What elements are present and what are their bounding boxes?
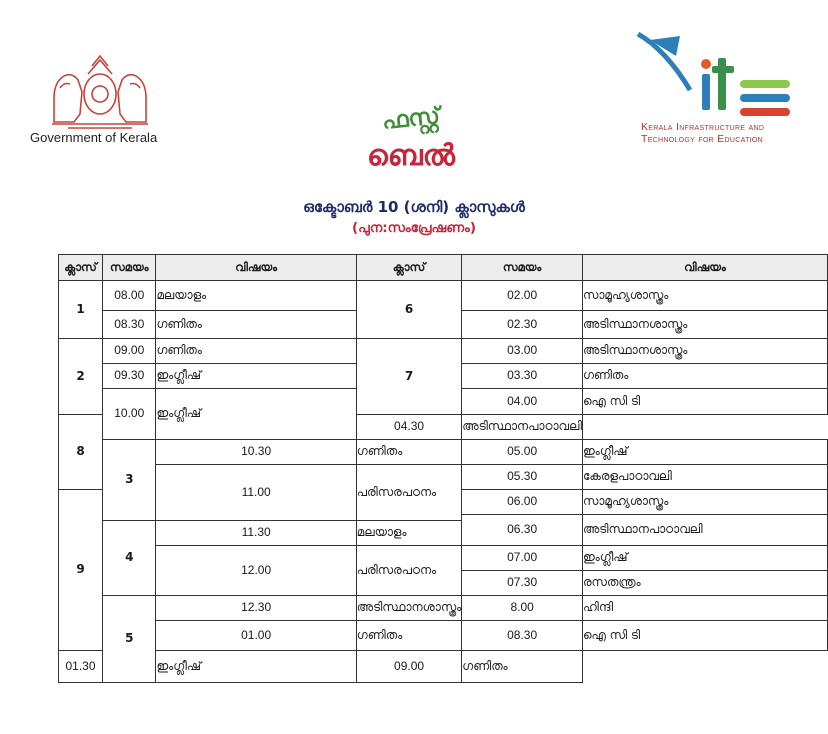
class-cell: 6 (356, 281, 461, 339)
class-cell: 7 (356, 339, 461, 415)
subject-cell: ഗണിതം (356, 621, 461, 651)
table-row (59, 651, 828, 683)
page-title: ഒക്ടോബർ 10 (ശനി) ക്ലാസുകൾ (303, 198, 525, 216)
subject-cell: ഗണിതം (582, 364, 827, 389)
header-class: ക്ലാസ് (356, 255, 461, 281)
time-cell: 08.30 (462, 621, 583, 651)
subject-cell: ഗണിതം (156, 339, 356, 364)
subject-cell: സാമൂഹ്യശാസ്ത്രം (582, 281, 827, 311)
first-bell-logo-line1: ഫസ്റ്റ് (380, 103, 442, 135)
subject-cell: ഇംഗ്ലീഷ് (156, 651, 356, 683)
time-cell: 01.00 (156, 621, 356, 651)
table-row (59, 281, 828, 311)
subject-cell: പരിസരപഠനം (356, 546, 461, 596)
class-cell: 5 (103, 596, 156, 683)
time-cell: 11.30 (156, 521, 356, 546)
subject-cell: കേരളപാഠാവലി (582, 465, 827, 490)
header-class: ക്ലാസ് (59, 255, 103, 281)
time-cell: 04.00 (462, 389, 583, 415)
subject-cell: സാമൂഹ്യശാസ്ത്രം (582, 490, 827, 515)
subject-cell: ഐ സി ടി (582, 621, 827, 651)
subject-cell: അടിസ്ഥാനശാസ്ത്രം (582, 339, 827, 364)
subject-cell: പരിസരപഠനം (356, 465, 461, 521)
time-cell: 10.30 (156, 440, 356, 465)
class-cell: 2 (59, 339, 103, 415)
table-row (59, 465, 828, 490)
subject-cell: ഇംഗ്ലീഷ് (582, 440, 827, 465)
time-cell: 09.00 (103, 339, 156, 364)
class-cell: 3 (103, 440, 156, 521)
subject-cell: ഇംഗ്ലീഷ് (156, 389, 356, 440)
class-cell: 8 (59, 415, 103, 490)
class-cell: 1 (59, 281, 103, 339)
header-time: സമയം (103, 255, 156, 281)
time-cell: 07.30 (462, 571, 583, 596)
time-cell: 06.30 (462, 515, 583, 546)
page-subtitle: (പുന:സംപ്രേഷണം) (352, 220, 476, 236)
subject-cell: രസതന്ത്രം (582, 571, 827, 596)
table-row (59, 440, 828, 465)
time-cell: 08.00 (103, 281, 156, 311)
time-cell: 8.00 (462, 596, 583, 621)
time-cell: 03.00 (462, 339, 583, 364)
table-header-row (59, 255, 828, 281)
subject-cell: മലയാളം (356, 521, 461, 546)
subject-cell: ഹിന്ദി (582, 596, 827, 621)
subject-cell: ഗണിതം (356, 440, 461, 465)
subject-cell: അടിസ്ഥാനപാഠാവലി (582, 515, 827, 546)
time-cell: 10.00 (103, 389, 156, 440)
time-cell: 02.30 (462, 311, 583, 339)
time-cell: 08.30 (103, 311, 156, 339)
table-row (59, 621, 828, 651)
kite-logo-icon (636, 30, 806, 118)
table-row (59, 339, 828, 364)
time-cell: 01.30 (59, 651, 103, 683)
time-cell: 07.00 (462, 546, 583, 571)
kerala-emblem-icon (48, 52, 152, 130)
subject-cell: അടിസ്ഥാനപാഠാവലി (462, 415, 583, 440)
kite-org-name-line2: Technology for Education (641, 133, 763, 145)
kite-org-name-line1: Kerala Infrastructure and (641, 121, 765, 133)
header-subject: വിഷയം (156, 255, 356, 281)
subject-cell: ഇംഗ്ലീഷ് (582, 546, 827, 571)
class-cell: 9 (59, 490, 103, 651)
schedule-table (58, 254, 828, 683)
time-cell: 12.30 (156, 596, 356, 621)
subject-cell: ഐ സി ടി (582, 389, 827, 415)
time-cell: 05.30 (462, 465, 583, 490)
government-label: Government of Kerala (30, 130, 158, 145)
time-cell: 03.30 (462, 364, 583, 389)
subject-cell: മലയാളം (156, 281, 356, 311)
time-cell: 06.00 (462, 490, 583, 515)
time-cell: 11.00 (156, 465, 356, 521)
header-subject: വിഷയം (582, 255, 827, 281)
subject-cell: അടിസ്ഥാനശാസ്ത്രം (356, 596, 461, 621)
time-cell: 05.00 (462, 440, 583, 465)
time-cell: 02.00 (462, 281, 583, 311)
time-cell: 09.00 (356, 651, 461, 683)
subject-cell: ഗണിതം (462, 651, 583, 683)
time-cell: 12.00 (156, 546, 356, 596)
subject-cell: ഇംഗ്ലീഷ് (156, 364, 356, 389)
first-bell-logo-line2: ബെൽ (367, 138, 455, 172)
time-cell: 04.30 (356, 415, 461, 440)
subject-cell: ഗണിതം (156, 311, 356, 339)
time-cell: 09.30 (103, 364, 156, 389)
table-row (59, 546, 828, 571)
subject-cell: അടിസ്ഥാനശാസ്ത്രം (582, 311, 827, 339)
table-row (59, 596, 828, 621)
class-cell: 4 (103, 521, 156, 596)
header-time: സമയം (462, 255, 583, 281)
